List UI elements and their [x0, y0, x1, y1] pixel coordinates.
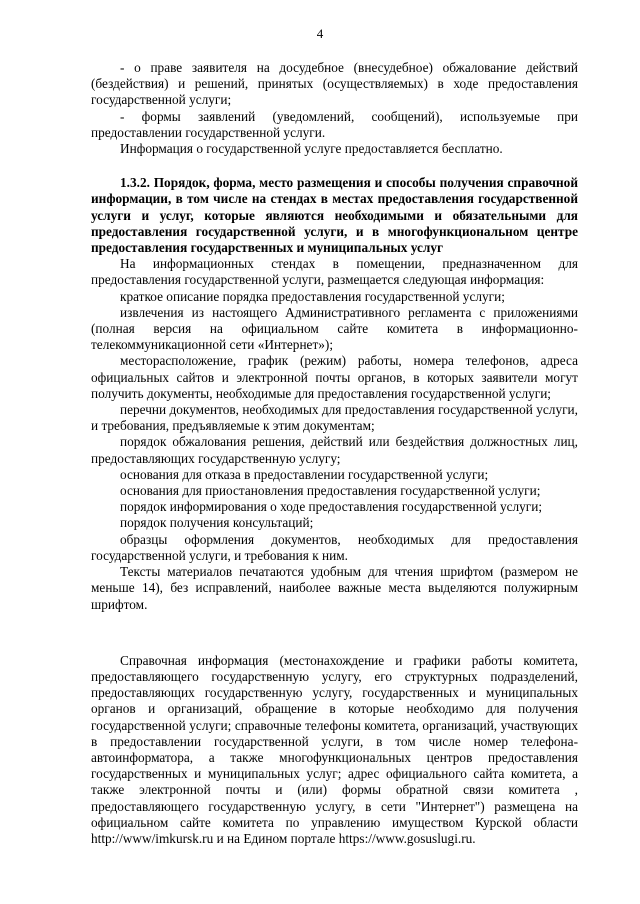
document-body [91, 60, 578, 847]
paragraph: основания для отказа в предоставлении государственной услуги; [120, 466, 489, 482]
paragraph: Информация о государственной услуге предоставляется бесплатно. [120, 141, 503, 157]
reference-paragraph: Справочная информация (местонахождение и графики работы комитета, предоставляющего государственную услугу, его структурных подразделений, предоставляющих государственную услугу, государственных и муниципальных органов и организаций, обращение в которые необходимо для получения государственной услуги; справочные телефоны комитета, организаций, участвующих в предоставлении государственной услуги, в том числе номер телефона-автоинформатора, а также многофункциональных центров предоставления государственных и муниципальных услуг; адрес официального сайта комитета, а также электронной почты и (или) формы обратной связи комитета , предоставляющего государственную услугу, в сети "Интернет") размещена на официальном сайте комитета по управлению имуществом Курской области http://www/imkursk.ru и на Едином портале https://www.gosuslugi.ru. [91, 652, 578, 846]
paragraph: Тексты материалов печатаются удобным для чтения шрифтом (размером не меньше 14), без исправлений, наиболее важные места выделяются полужирным шрифтом. [91, 564, 578, 612]
paragraph: На информационных стендах в помещении, предназначенном для предоставления государственной услуги, размещается следующая информация: [91, 256, 578, 288]
paragraph: порядок получения консультаций; [120, 515, 314, 531]
paragraph: порядок обжалования решения, действий или бездействия должностных лиц, предоставляющих государственную услугу; [91, 434, 578, 466]
paragraph: - формы заявлений (уведомлений, сообщений), используемые при предоставлении государственной услуги. [91, 108, 578, 140]
paragraph: образцы оформления документов, необходимых для предоставления государственной услуги, и требования к ним. [91, 531, 578, 563]
paragraph: - о праве заявителя на досудебное (внесудебное) обжалование действий (бездействия) и решений, принятых (осуществляемых) в ходе предоставления государственной услуги; [91, 60, 578, 108]
paragraph: перечни документов, необходимых для предоставления государственной услуги, и требования, предъявляемые к этим документам; [91, 402, 578, 434]
paragraph: краткое описание порядка предоставления государственной услуги; [120, 288, 505, 304]
page-number: 4 [316, 26, 324, 41]
paragraph: месторасположение, график (режим) работы, номера телефонов, адреса официальных сайтов и электронной почты органов, в которых заявители могут получить документы, необходимые для предоставления государственной услуги; [91, 353, 578, 401]
section-heading: 1.3.2. Порядок, форма, место размещения и способы получения справочной информации, в том числе на стендах в местах предоставления государственной услуги и услуг, которые являются необходимыми и обязательными для предоставления государственной услуги, и в многофункциональном центре предоставления государственных и муниципальных услуг [91, 175, 578, 256]
paragraph: основания для приостановления предоставления государственной услуги; [120, 483, 541, 499]
paragraph: порядок информирования о ходе предоставления государственной услуги; [120, 499, 543, 515]
paragraph: извлечения из настоящего Административного регламента с приложениями (полная версия на официальном сайте комитета в информационно-телекоммуникационной сети «Интернет»); [91, 304, 578, 353]
